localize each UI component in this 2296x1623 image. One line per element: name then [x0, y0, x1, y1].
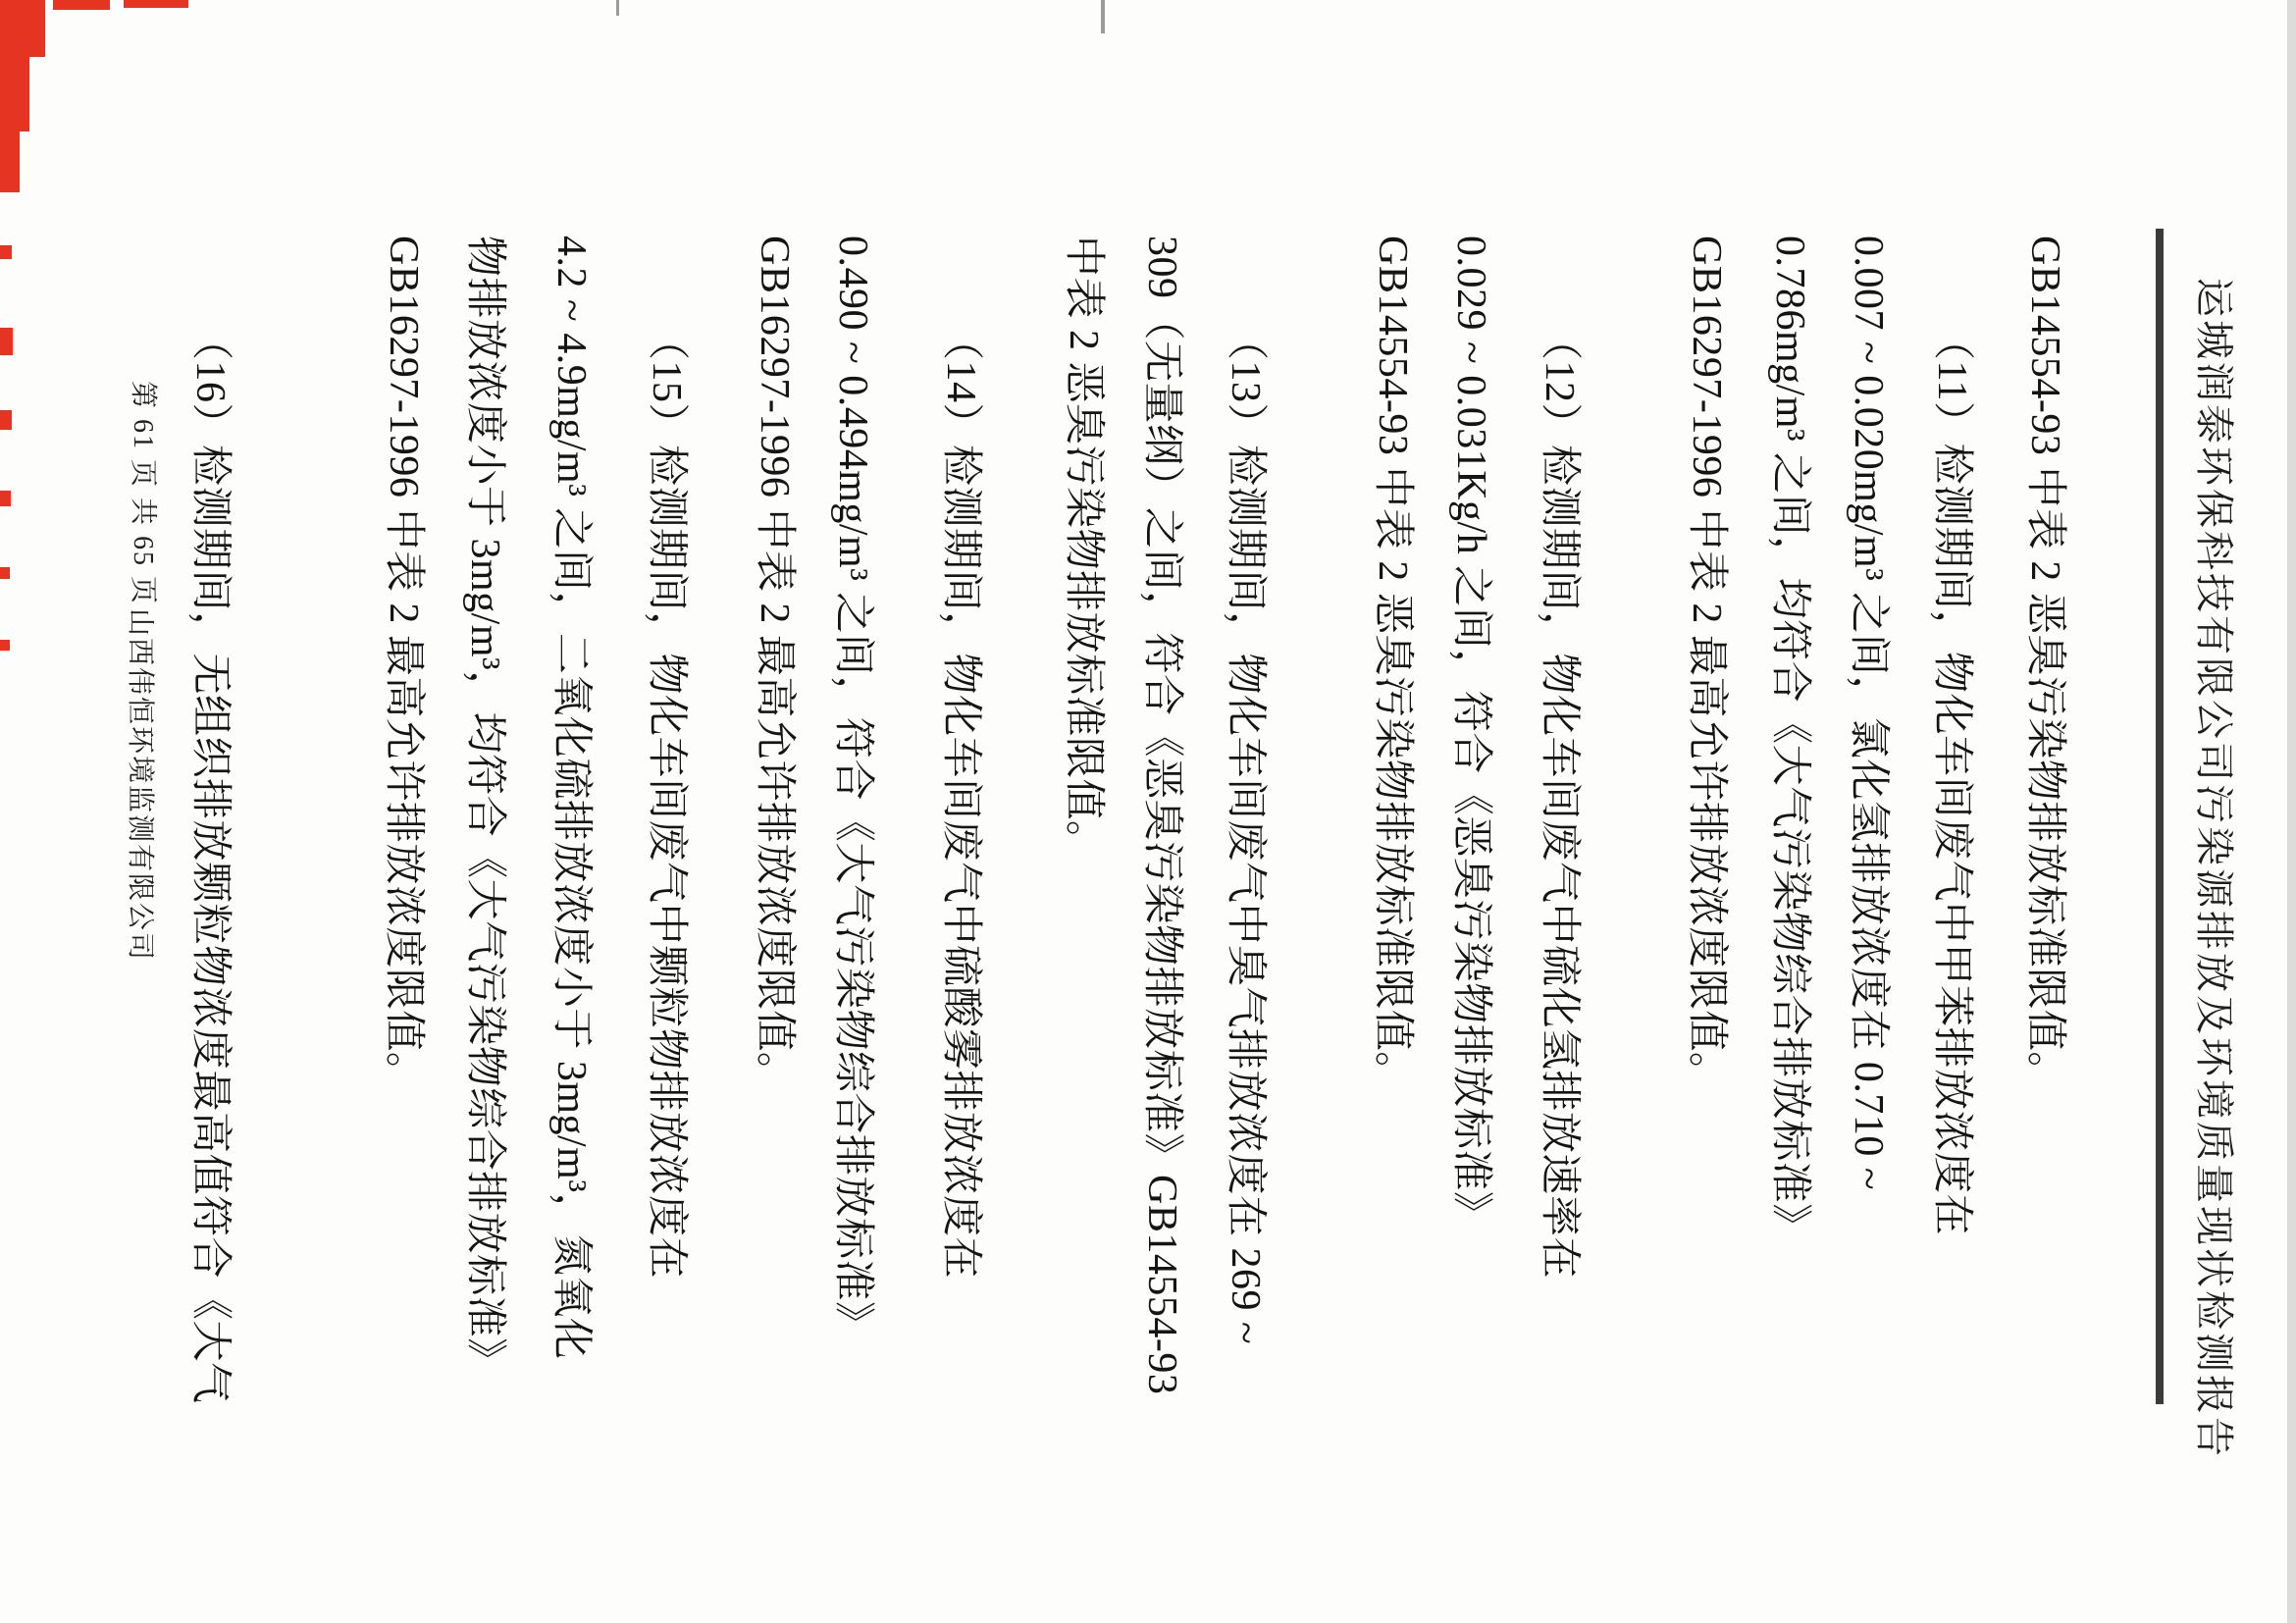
scan-fold-line [1101, 0, 1105, 33]
red-scan-artifact [0, 640, 10, 651]
red-scan-artifact [0, 0, 45, 57]
body-line: 中表 2 恶臭污染物排放标准限值。 [1061, 236, 1106, 863]
body-line: （13）检测期间，物化车间废气中臭气排放浓度在 269 ~ [1223, 319, 1268, 1345]
body-line: 309（无量纲）之间，符合《恶臭污染物排放标准》GB14554-93 [1139, 236, 1184, 1395]
body-line: 0.007 ~ 0.020mg/m³ 之间，氯化氢排放浓度在 0.710 ~ [1846, 236, 1891, 1191]
body-line: 4.2 ~ 4.9mg/m³ 之间，二氧化硫排放浓度小于 3mg/m³，氮氧化 [548, 236, 594, 1360]
red-scan-artifact [0, 131, 20, 192]
header-underline [2156, 229, 2164, 1404]
body-line: （16）检测期间，无组织排放颗粒物浓度最高值符合《大气 [187, 319, 233, 1404]
body-line: GB14554-93 中表 2 恶臭污染物排放标准限值。 [2022, 236, 2067, 1093]
body-line: 0.786mg/m³ 之间，均符合《大气污染物综合排放标准》 [1767, 236, 1812, 1245]
scan-fold-line [616, 0, 619, 16]
body-line: （11）检测期间，物化车间废气中甲苯排放浓度在 [1929, 319, 1974, 1235]
red-scan-artifact [0, 328, 13, 355]
red-scan-artifact [124, 0, 188, 8]
body-line: GB16297-1996 中表 2 最高允许排放浓度限值。 [1684, 236, 1729, 1094]
red-scan-artifact [0, 410, 12, 430]
body-line: 0.029 ~ 0.031Kg/h 之间，符合《恶臭污染物排放标准》 [1448, 236, 1493, 1233]
body-line: 物排放浓度小于 3mg/m³，均符合《大气污染物综合排放标准》 [462, 236, 507, 1380]
body-line: GB14554-93 中表 2 恶臭污染物排放标准限值。 [1370, 236, 1415, 1093]
footer-company-name: 山西伟恒环境监测有限公司 [125, 608, 155, 963]
body-line: GB16297-1996 中表 2 最高允许排放浓度限值。 [381, 236, 426, 1094]
footer-page-number: 第 61 页 共 65 页 [128, 381, 158, 606]
red-scan-artifact [53, 0, 110, 10]
body-line: （14）检测期间，物化车间废气中硫酸雾排放浓度在 [938, 319, 983, 1280]
page-edge-shadow [2287, 0, 2296, 1623]
red-scan-artifact [0, 245, 12, 259]
red-scan-artifact [0, 57, 29, 131]
body-line: GB16297-1996 中表 2 最高允许排放浓度限值。 [752, 236, 797, 1094]
red-scan-artifact [0, 491, 11, 506]
body-line: （12）检测期间，物化车间废气中硫化氢排放速率在 [1537, 319, 1582, 1280]
red-scan-artifact [0, 567, 10, 579]
body-line: 0.490 ~ 0.494mg/m³ 之间，符合《大气污染物综合排放标准》 [830, 236, 875, 1343]
body-line: （15）检测期间，物化车间废气中颗粒物排放浓度在 [644, 319, 689, 1280]
report-header-title: 运城润泰环保科技有限公司污染源排放及环境质量现状检测报告 [2192, 278, 2236, 1459]
